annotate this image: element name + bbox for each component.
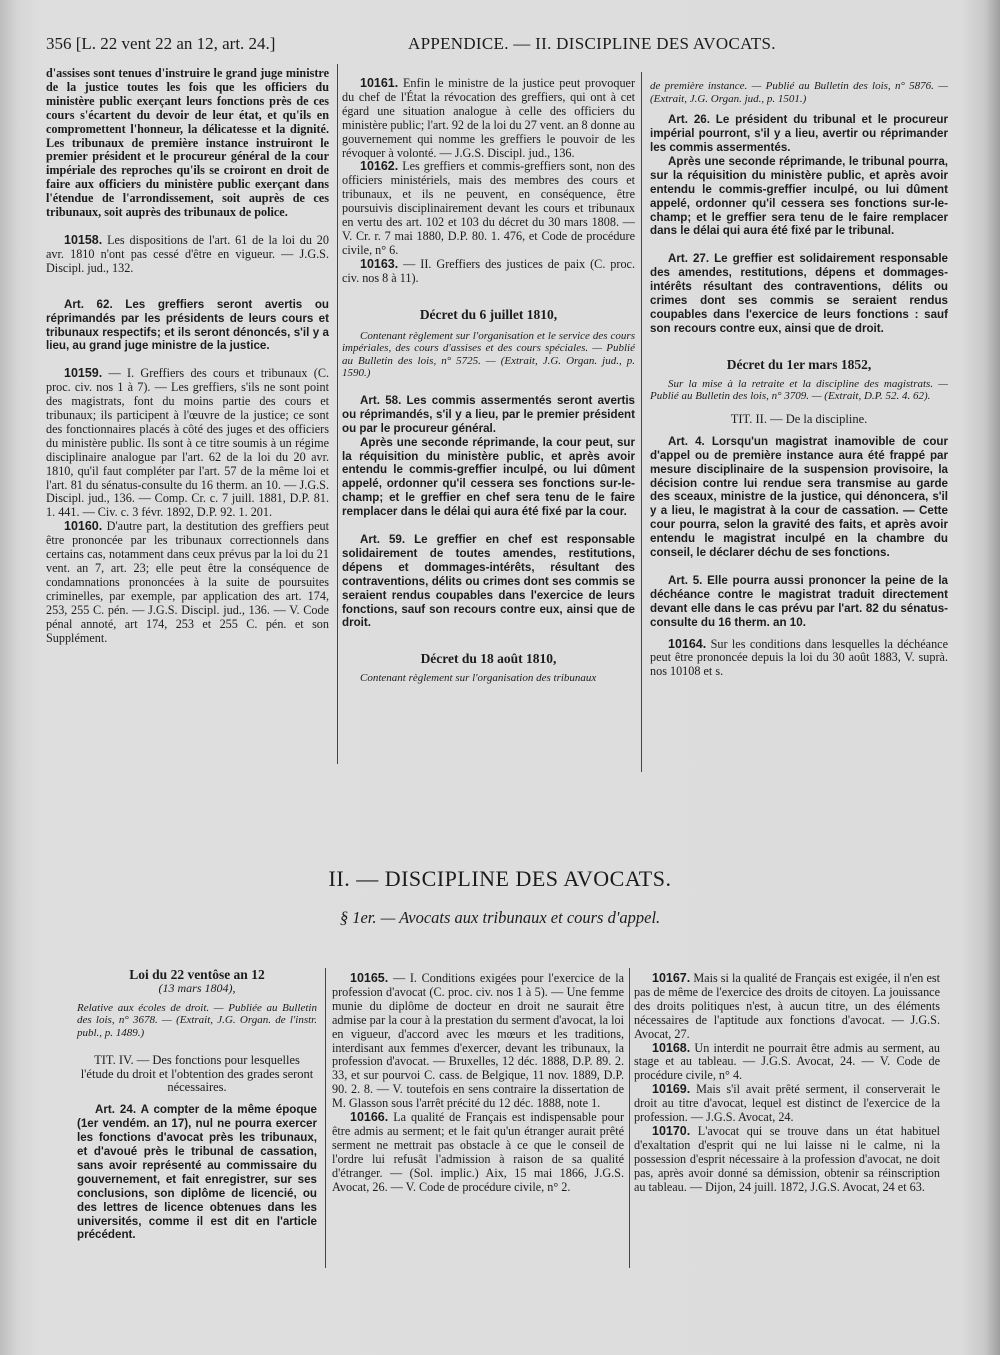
article-10170 bbox=[634, 1125, 940, 1195]
art-5: Art. 5. Elle pourra aussi prononcer la peine de la déchéance contre le magistrat traduit directement devant elle dans le cas prévu par l'art. 82 du sénatus-consulte du 16 therm. an 10. bbox=[650, 573, 948, 629]
article-10165 bbox=[332, 972, 624, 1111]
article-10168 bbox=[634, 1042, 940, 1084]
article-text: Les greffiers et commis-greffiers sont, non des officiers ministériels, mais des membres des cours et tribunaux, et ils ne peuvent, en conséquence, être poursuivis disciplinairement devant les cours et tribunaux en vertu des art. 102 et 103 du décret du 30 mars 1808. — V. Cr. r. 7 mai 1880, D.P. 80. 1. 476, et Code de procédure civile, n° 6. bbox=[342, 159, 636, 257]
column-rule bbox=[337, 64, 338, 764]
law-date: (13 mars 1804), bbox=[158, 980, 236, 995]
column-5 bbox=[332, 972, 624, 1195]
article-text: Sur les conditions dans lesquelles la déchéance peut être prononcée depuis la loi du 30 août 1883, V. suprà. nos 10108 et s. bbox=[650, 636, 948, 679]
article-10159 bbox=[46, 367, 329, 520]
art-59: Art. 59. Le greffier en chef est responsable solidairement de toutes amendes, restitutions, dépens et dommages-intérêts, résultant des contraventions, délits ou crimes dont ses commis se seraient rendus coupables dans l'exercice de leurs fonctions, sauf son recours contre eux, ainsi que de droit. bbox=[342, 533, 635, 630]
column-2 bbox=[342, 77, 635, 685]
article-10166 bbox=[332, 1111, 624, 1194]
title-heading: TIT. II. — De la discipline. bbox=[730, 411, 868, 426]
article-number: 10170. bbox=[652, 1123, 691, 1138]
article-text: Enfin le ministre de la justice peut provoquer du chef de l'État la révocation des greffiers, qui ont à cet égard une situation analogue à celle des officiers du ministère public; l'art. 92 de la loi du 27 vent. an 8 donne au gouvernement qui nomme les greffiers le pouvoir de les révoquer à volonté. — J.G.S. Discipl. jud., 136. bbox=[342, 76, 636, 160]
article-10163 bbox=[342, 258, 635, 286]
decree-description: Contenant règlement sur l'organisation des tribunaux bbox=[360, 672, 597, 685]
article-number: 10163. bbox=[360, 256, 399, 271]
decree-description-continued: de première instance. — Publié au Bulletin des lois, n° 5876. — (Extrait, J.G. Organ. jud., p. 1501.) bbox=[650, 80, 948, 105]
decree-description: Sur la mise à la retraite et la discipline des magistrats. — Publié au Bulletin des lois, n° 3709. — (Extrait, D.P. 52. 4. 62). bbox=[650, 377, 948, 403]
section-subtitle: § 1er. — Avocats aux tribunaux et cours d'appel. bbox=[339, 908, 661, 927]
decree-heading: Décret du 6 juillet 1810, bbox=[419, 306, 558, 322]
decree-heading: Décret du 18 août 1810, bbox=[420, 651, 557, 667]
article-text: — II. Greffiers des justices de paix (C. proc. civ. nos 8 à 11). bbox=[342, 256, 635, 285]
article-number: 10161. bbox=[360, 76, 399, 90]
running-header-right: APPENDICE. — II. DISCIPLINE DES AVOCATS. bbox=[408, 34, 776, 53]
art-26: Art. 26. Le président du tribunal et le procureur impérial pourront, s'il y a lieu, avertir ou réprimander les commis assermentés. bbox=[650, 113, 948, 154]
article-number: 10165. bbox=[350, 971, 389, 985]
decree-description: Contenant règlement sur l'organisation et le service des cours impériales, des cours d'assises et des cours spéciales. — Publié au Bulletin des lois, n° 5725. — (Extrait, J.G. Organ. jud., p. 1590.) bbox=[342, 329, 635, 380]
column-rule bbox=[629, 968, 630, 1268]
art-26-continued: Après une seconde réprimande, le tribunal pourra, sur la réquisition du ministère public, et après avoir entendu le commis-greffier inculpé, ou lui dûment appelé, ordonner qu'il cessera ses fonctions sur-le-champ; et le greffier sera tenu de le faire remplacer dans le délai qui aura été fixé par le tribunal. bbox=[650, 154, 948, 238]
article-text: Mais s'il avait prêté serment, il conserverait le droit au titre d'avocat, lequel est distinct de l'exercice de la profession. — J.G.S. Avocat, 24. bbox=[634, 1082, 941, 1125]
article-text: — I. Greffiers des cours et tribunaux (C. proc. civ. nos 1 à 7). — Les greffiers, s'ils ne sont point des magistrats, font du moins partie des cours et tribunaux; ils participent à l'œuvre de la justice; ce sont des fonctionnaires placés à côté des juges et des officiers du ministère public. Ils sont à ce titre soumis à un régime disciplinaire analogue par l'art. 62 de la loi du 20 avr. 1810, qu'il faut compléter par l'art. 57 de la même loi et l'art. 81 du sénatus-consulte du 16 therm. an 10. — J.G.S. Discipl. jud., 136. — Comp. Cr. c. 7 juill. 1881, D.P. 81. 1. 441. — Civ. c. 3 févr. 1892, D.P. 92. 1. 201. bbox=[46, 366, 329, 520]
column-6 bbox=[634, 972, 940, 1195]
article-10162 bbox=[342, 160, 635, 257]
art-58-continued: Après une seconde réprimande, la cour peut, sur la réquisition du ministère public, et après avoir entendu le commis-greffier inculpé, ou lui dûment appelé, ordonner qu'il cessera ses fonctions sur-le-champ; et le greffier en chef sera tenu de le faire remplacer dans le délai qui aura été fixé par la cour. bbox=[342, 435, 635, 519]
article-10158 bbox=[46, 234, 329, 276]
article-text: La qualité de Français est indispensable pour être admis au serment; et le fait qu'un étranger aurait prêté serment ne mettrait pas obstacle à ce que le conseil de l'ordre lui refusât l'admission à raison de sa qualité d'étranger. — (Sol. implic.) Aix, 15 mai 1866, J.G.S. Avocat, 26. — V. Code de procédure civile, n° 2. bbox=[332, 1110, 625, 1194]
art-24: Art. 24. A compter de la même époque (1er vendém. an 17), nul ne pourra exercer les fonctions d'avocat près les tribunaux, et d'avoué près le tribunal de cassation, sans avoir représenté au commissaire du gouvernement, et fait enregistrer, sur ses conclusions, son diplôme de licencié, ou des lettres de licence obtenues dans les universités, comme il est dit en l'article précédent. bbox=[77, 1103, 317, 1242]
art-4: Art. 4. Lorsqu'un magistrat inamovible de cour d'appel ou de première instance aura été frappé par mesure disciplinaire de la suspension provisoire, la décision contre lui rendue sera transmise au garde des sceaux, ministre de la justice, qui dénoncera, s'il y a lieu, le magistrat à la cour de cassation. — Cette cour pourra, selon la gravité des faits, et après avoir entendu le magistrat inculpé en la chambre du conseil, le déclarer déchu de ses fonctions. bbox=[650, 434, 948, 560]
article-10160 bbox=[46, 520, 329, 645]
article-text: L'avocat qui se trouve dans un état habituel d'exaltation d'esprit qui ne lui laisse ni le calme, ni la possession d'esprit nécessaire à la profession d'avocat, ne doit pas, après avoir donné sa démission, obtenir sa réinscription au tableau. — Dijon, 24 juill. 1872, J.G.S. Avocat, 24 et 63. bbox=[634, 1123, 940, 1194]
section-title: II. — DISCIPLINE DES AVOCATS. bbox=[328, 866, 672, 891]
article-10164 bbox=[650, 638, 948, 680]
article-text: Mais si la qualité de Français est exigée, il n'en est pas de même de l'exercice des droits de citoyen. La jouissance des droits politiques n'est, à aucun titre, un des éléments nécessaires de l'aptitude aux fonctions d'avocat. — J.G.S. Avocat, 27. bbox=[634, 971, 940, 1041]
art-27: Art. 27. Le greffier est solidairement responsable des amendes, restitutions, dépens et dommages-intérêts résultant des contraventions, délits ou crimes dont ses commis se seraient rendus coupables dans l'exercice de leurs fonctions : sauf son recours contre eux, ainsi que de droit. bbox=[650, 252, 948, 335]
article-number: 10169. bbox=[652, 1082, 691, 1097]
article-number: 10160. bbox=[64, 519, 103, 534]
column-3 bbox=[650, 80, 948, 679]
column-1 bbox=[46, 67, 329, 645]
article-number: 10159. bbox=[64, 366, 103, 381]
article-number: 10167. bbox=[652, 971, 691, 985]
article-number: 10158. bbox=[64, 232, 103, 247]
article-text: D'autre part, la destitution des greffiers peut être prononcée par les tribunaux correctionnels dans certains cas, notamment dans ceux prévus par la loi du 21 vent. an 7, art. 23; elle peut être la conséquence de condamnations prononcées à la suite de poursuites criminelles, par exemple, par application des art. 174, 253, 255 C. pén. — J.G.S. Discipl. jud., 136. — V. Code pénal annoté, art 174, 253 et 255 C. pén. et son Supplément. bbox=[46, 519, 330, 645]
column-rule bbox=[641, 72, 642, 772]
article-number: 10166. bbox=[350, 1110, 389, 1125]
article-number: 10168. bbox=[652, 1040, 691, 1055]
article-text: — I. Conditions exigées pour l'exercice de la profession d'avocat (C. proc. civ. nos 1 à 5). — Une femme munie du diplôme de docteur en droit ne saurait être admise par la cour à la prestation du serment d'avocat, la loi en vigueur, d'accord avec les mœurs et les traditions, interdisant aux femmes d'exercer, devant les tribunaux, la profession d'avocat. — Bruxelles, 12 déc. 1888, D.P. 89. 2. 33, et sur pourvoi C. cass. de Belgique, 11 nov. 1889, D.P. 90. 2. 8. — V. toutefois en sens contraire la dissertation de M. Glasson sous l'arrêt précité du 12 déc. 1888, note 1. bbox=[332, 971, 624, 1111]
art-58: Art. 58. Les commis assermentés seront avertis ou réprimandés, s'il y a lieu, par le premier président ou par le procureur général. bbox=[342, 393, 635, 435]
column-rule bbox=[325, 968, 326, 1268]
article-10161 bbox=[342, 77, 635, 160]
article-10167 bbox=[634, 972, 940, 1042]
article-number: 10162. bbox=[360, 159, 399, 174]
title-heading: TIT. IV. — Des fonctions pour lesquelles l'étude du droit et l'obtention des grades seront nécessaires. bbox=[80, 1052, 314, 1095]
paragraph-continuation: d'assises sont tenues d'instruire le grand juge ministre de la justice toutes les fois que les officiers du ministère public exerçant leurs fonctions près de ces cours s'écartent du devoir de leur état, et qu'ils en compromettent l'honneur, la délicatesse et la dignité. Les tribunaux de première instance instruiront le premier président et le procureur général de la cour impériale des reproches qu'ils se croiront en droit de faire aux officiers du ministère public exerçant dans l'étendue de l'arrondissement, soit auprès de ces tribunaux, soit auprès des tribunaux de police. bbox=[46, 66, 329, 220]
decree-heading: Décret du 1er mars 1852, bbox=[726, 356, 872, 372]
running-header-left: 356 [L. 22 vent 22 an 12, art. 24.] bbox=[46, 34, 276, 53]
law-description: Relative aux écoles de droit. — Publiée au Bulletin des lois, n° 3678. — (Extrait, J.G. Organ. de l'instr. publ., p. 1489.) bbox=[77, 1001, 317, 1039]
article-number: 10164. bbox=[668, 636, 707, 651]
article-10169 bbox=[634, 1083, 940, 1125]
article-text: Un interdit ne pourrait être admis au serment, au stage et au tableau. — J.G.S. Avocat, 24. — V. Code de procédure civile, n° 4. bbox=[634, 1040, 941, 1083]
article-text: Les dispositions de l'art. 61 de la loi du 20 avr. 1810 n'ont pas cessé d'être en vigueur. — J.G.S. Discipl. jud., 132. bbox=[46, 232, 329, 275]
column-4 bbox=[77, 968, 317, 1242]
law-heading: Loi du 22 ventôse an 12 bbox=[129, 967, 265, 982]
art-62: Art. 62. Les greffiers seront avertis ou réprimandés par les présidents de leurs cours et tribunaux respectifs; et ils seront dénoncés, s'il y a lieu, au grand juge ministre de la justice. bbox=[46, 297, 329, 353]
